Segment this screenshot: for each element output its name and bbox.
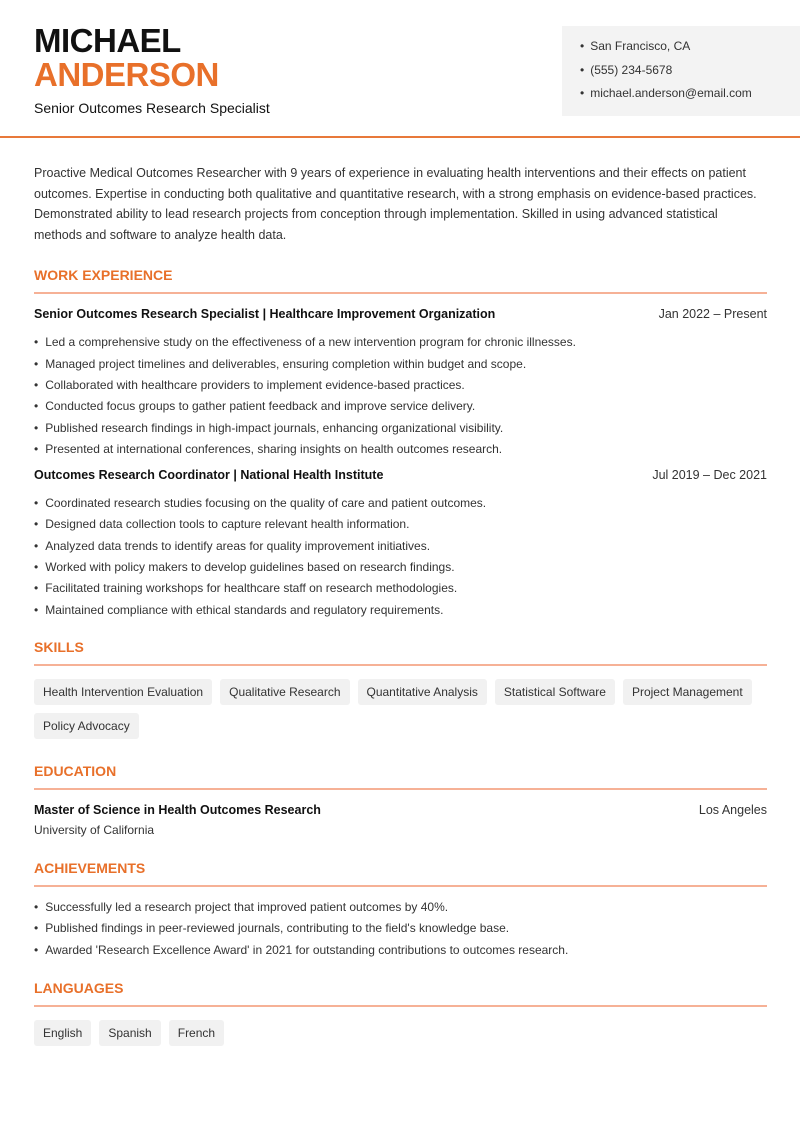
job-bullet: • Worked with policy makers to develop guidelines based on research findings. xyxy=(34,557,767,578)
contact-location: • San Francisco, CA xyxy=(580,36,800,60)
language-tag: Spanish xyxy=(99,1020,160,1046)
job-bullet: • Designed data collection tools to capture relevant health information. xyxy=(34,514,767,535)
language-tag: English xyxy=(34,1020,91,1046)
section-title-education: EDUCATION xyxy=(34,763,767,790)
job-bullet: • Collaborated with healthcare providers to implement evidence-based practices. xyxy=(34,375,767,396)
job-bullet: • Published research findings in high-impact journals, enhancing organizational visibility. xyxy=(34,418,767,439)
job-dates: Jan 2022 – Present xyxy=(658,307,767,322)
job-bullet: • Coordinated research studies focusing on the quality of care and patient outcomes. xyxy=(34,493,767,514)
achievement-item: • Published findings in peer-reviewed journals, contributing to the field's knowledge base. xyxy=(34,918,767,939)
job-bullet: • Managed project timelines and deliverables, ensuring completion within budget and scope. xyxy=(34,354,767,375)
contact-box xyxy=(562,26,800,116)
section-title-skills: SKILLS xyxy=(34,639,767,666)
job-entry xyxy=(34,307,767,460)
skills-list xyxy=(34,679,767,739)
job-bullet: • Analyzed data trends to identify areas for quality improvement initiatives. xyxy=(34,536,767,557)
job-entry xyxy=(34,468,767,621)
job-heading: Senior Outcomes Research Specialist | Healthcare Improvement Organization xyxy=(34,307,496,322)
last-name: ANDERSON xyxy=(34,56,219,93)
job-bullet: • Conducted focus groups to gather patient feedback and improve service delivery. xyxy=(34,396,767,417)
first-name: MICHAEL xyxy=(34,22,181,59)
job-heading: Outcomes Research Coordinator | National Health Institute xyxy=(34,468,384,483)
section-title-achievements: ACHIEVEMENTS xyxy=(34,860,767,887)
job-bullet: • Maintained compliance with ethical standards and regulatory requirements. xyxy=(34,600,767,621)
languages-list xyxy=(34,1020,767,1046)
contact-phone: • (555) 234-5678 xyxy=(580,60,800,84)
job-dates: Jul 2019 – Dec 2021 xyxy=(652,468,767,483)
resume-header xyxy=(0,0,800,138)
job-bullet: • Led a comprehensive study on the effectiveness of a new intervention program for chronic illnesses. xyxy=(34,332,767,353)
contact-email[interactable]: • michael.anderson@email.com xyxy=(580,83,800,107)
job-bullet: • Facilitated training workshops for healthcare staff on research methodologies. xyxy=(34,578,767,599)
summary: Proactive Medical Outcomes Researcher with 9 years of experience in evaluating health interventions and their effects on patient outcomes. Expertise in conducting both qualitative and quantitative research, with a strong emphasis on evidence-based practices. Demonstrated ability to lead research projects from conception through implementation. Skilled in using advanced statistical methods and software to analyze health data. xyxy=(34,166,757,242)
section-title-work: WORK EXPERIENCE xyxy=(34,267,767,294)
section-title-languages: LANGUAGES xyxy=(34,980,767,1007)
education-location: Los Angeles xyxy=(698,802,767,817)
skill-tag: Quantitative Analysis xyxy=(358,679,487,705)
school: University of California xyxy=(34,822,155,837)
skill-tag: Policy Advocacy xyxy=(34,713,139,739)
skill-tag: Qualitative Research xyxy=(220,679,349,705)
skill-tag: Statistical Software xyxy=(495,679,615,705)
achievement-item: • Successfully led a research project that improved patient outcomes by 40%. xyxy=(34,897,767,918)
achievement-item: • Awarded 'Research Excellence Award' in 2021 for outstanding contributions to outcomes research. xyxy=(34,940,767,961)
job-title: Senior Outcomes Research Specialist xyxy=(34,100,270,116)
degree: Master of Science in Health Outcomes Research xyxy=(34,802,321,817)
skill-tag: Health Intervention Evaluation xyxy=(34,679,212,705)
skill-tag: Project Management xyxy=(623,679,752,705)
job-bullet: • Presented at international conferences, sharing insights on health outcomes research. xyxy=(34,439,767,460)
language-tag: French xyxy=(169,1020,224,1046)
